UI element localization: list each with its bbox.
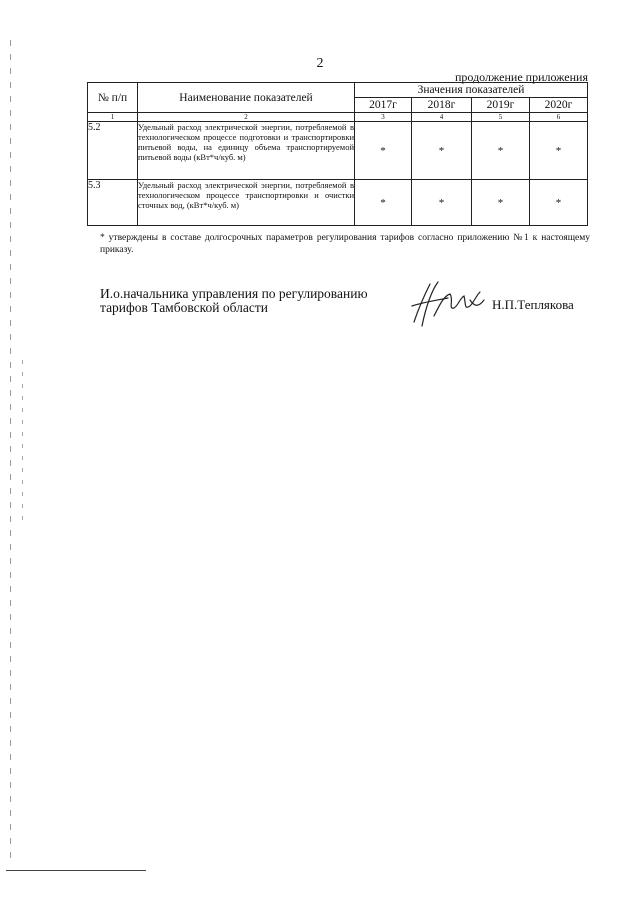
header-year: 2017г <box>355 98 412 113</box>
row-value: * <box>530 122 588 180</box>
signatory-name: Н.П.Теплякова <box>492 297 574 312</box>
row-value: * <box>472 180 530 226</box>
row-value: * <box>412 122 472 180</box>
column-number: 5 <box>472 113 530 122</box>
row-value: * <box>530 180 588 226</box>
column-number: 2 <box>138 113 355 122</box>
header-values: Значения показателей <box>355 83 588 98</box>
row-description: Удельный расход электрической энергии, потребляемой в технологическом процессе подготовки и транспортировки питьевой воды, на единицу объема транспортируемой питьевой воды (кВт*ч/куб. м) <box>138 122 355 180</box>
signatory-title-line: И.о.начальника управления по регулированию <box>100 286 368 301</box>
row-value: * <box>472 122 530 180</box>
footnote: * утверждены в составе долгосрочных параметров регулирования тарифов согласно приложению №1 к настоящему приказу. <box>100 233 590 255</box>
header-year: 2018г <box>412 98 472 113</box>
column-number: 1 <box>88 113 138 122</box>
column-number: 4 <box>412 113 472 122</box>
header-year: 2020г <box>530 98 588 113</box>
table-row <box>88 180 588 226</box>
bottom-rule <box>6 870 146 871</box>
table-row <box>88 122 588 180</box>
row-value: * <box>355 180 412 226</box>
continuation-label: продолжение приложения <box>455 70 588 84</box>
row-number: 5.3 <box>88 180 138 226</box>
row-description: Удельный расход электрической энергии, потребляемой в технологическом процессе транспортировки и очистки сточных вод, (кВт*ч/куб. м) <box>138 180 355 226</box>
column-numbers-row <box>88 113 588 122</box>
header-year: 2019г <box>472 98 530 113</box>
handwritten-signature <box>404 276 494 336</box>
scan-margin-mark <box>10 40 11 860</box>
signatory-title-line: тарифов Тамбовской области <box>100 300 268 315</box>
row-value: * <box>412 180 472 226</box>
signatory-title <box>100 287 368 315</box>
column-number: 3 <box>355 113 412 122</box>
column-number: 6 <box>530 113 588 122</box>
scan-margin-mark <box>22 360 23 520</box>
header-name: Наименование показателей <box>138 83 355 113</box>
header-num: № п/п <box>88 83 138 113</box>
indicators-table <box>87 82 588 226</box>
page-number: 2 <box>316 56 324 71</box>
row-value: * <box>355 122 412 180</box>
row-number: 5.2 <box>88 122 138 180</box>
